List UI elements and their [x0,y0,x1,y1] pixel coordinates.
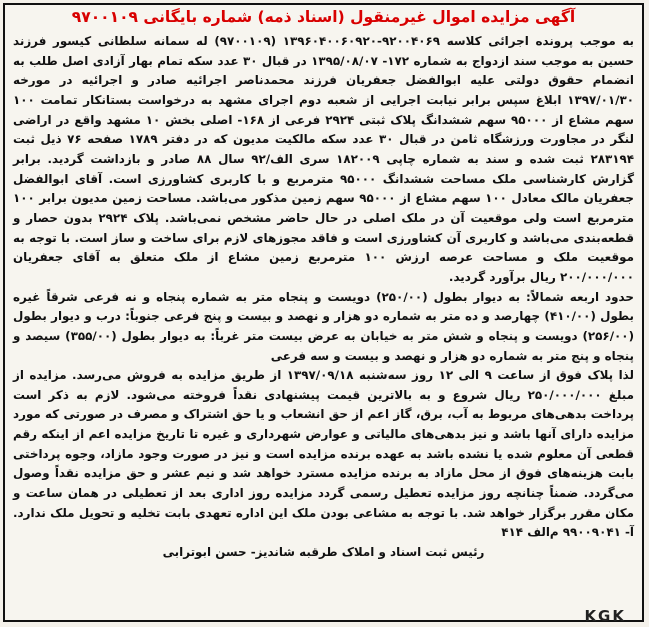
notice-title: آگهی مزایده اموال غیرمنقول (اسناد ذمه) شماره بایگانی ۹۷۰۰۱۰۹ [71,8,576,26]
corner-mark: KGK [584,607,626,625]
notice-paragraph-boundaries: حدود اربعه شمالاً: به دیوار بطول (۲۵۰/۰۰) دویست و پنجاه متر به شماره پنجاه و نه فرعی شرقاً غیره بطول (۴۱۰/۰۰) چهارصد و ده متر به شماره دو هزار و نهصد و بیست و پنج فرعی جنوباً: درب و دیوار بطول (۲۵۶/۰۰) دویست و پنجاه و شش متر به خیابان به عرض بیست متر غرباً: به دیوار بطول (۳۵۵/۰۰) سیصد و پنجاه و پنج متر به شماره دو هزار و نهصد و بیست و سه فرعی [13,289,634,363]
notice-body [13,32,634,614]
notice-signature: رئیس ثبت اسناد و املاک طرقبه شاندیز- حسن ابوترابی [162,545,485,560]
notice-paragraph-auction-terms: لذا پلاک فوق از ساعت ۹ الی ۱۲ روز سه‌شنبه ۱۳۹۷/۰۹/۱۸ از طریق مزایده به فروش می‌رسد. مزایده از مبلغ ۲۵۰/۰۰۰/۰۰۰ ریال شروع و به بالاترین قیمت پیشنهادی نقداً فروخته می‌شود. لازم به ذکر است پرداخت بدهی‌های مربوط به آب، برق، گاز اعم از حق انشعاب و یا حق اشتراک و مصرف در صورتی که مورد مزایده دارای آنها باشد و نیز بدهی‌های مالیاتی و عوارض شهرداری و غیره تا تاریخ مزایده اعم از اینکه رقم قطعی آن معلوم شده یا نشده باشد به عهده برنده مزایده است و نیز در صورت وجود مازاد، وجوه پرداختی بابت هزینه‌های فوق از محل مازاد به برنده مزایده مسترد خواهد شد و نیم عشر و حق مزایده نقداً وصول می‌گردد. ضمناً چنانچه روز مزایده تعطیل رسمی گردد مزایده روز اداری بعد از تعطیلی در همان ساعت و مکان مقرر برگزار خواهد شد. با توجه به مشاعی بودن ملک این اداره تعهدی بابت تخلیه و تحویل ملک ندارد. آ- ۹۹۰۰۹۰۴۱ م‌الف ۴۱۴ [13,368,634,540]
notice-frame [3,3,644,625]
notice-paragraph-case-details: به موجب پرونده اجرائی کلاسه ۹۲۰۰۴۰۶۹-۱۳۹۶۰۴۰۰۶۰۹۲۰ (۹۷۰۰۱۰۹) له سمانه سلطانی کیسور فرزند حسین به موجب سند ازدواج به شماره ۱۷۲- ۱۳۹۵/۰۸/۰۷ در قبال ۳۰ عدد سکه تمام بهار آزادی اصل طلب به انضمام حقوق دولتی علیه ابوالفضل جعفریان فرزند محمدناصر اجرائیه صادر و اجرائیه در مورخه ۱۳۹۷/۰۱/۳۰ ابلاغ سپس برابر نیابت اجرایی از شعبه دوم اجرای مشهد به درخواست بستانکار تمامت ۱۰۰ سهم مشاع از ۹۵۰۰۰ سهم ششدانگ پلاک ثبتی ۲۹۲۴ فرعی از ۱۶۸- اصلی بخش ۱۰ مشهد واقع در اراضی لنگر در مجاورت ورزشگاه ثامن در قبال ۳۰ عدد سکه مالکیت مدیون که در دفتر ۱۷۸۹ صفحه ۷۶ ذیل ثبت ۲۸۳۱۹۴ ثبت شده و سند به شماره چاپی ۱۸۲۰۰۹ سری الف/۹۲ سال ۸۸ صادر و بازداشت گردید. برابر گزارش کارشناسی ملک مساحت ششدانگ ۹۵۰۰۰ مترمربع و با کاربری کشاورزی است. آقای ابوالفضل جعفریان مالک معادل ۱۰۰ سهم مشاع از ۹۵۰۰۰ سهم زمین مذکور می‌باشد. مساحت زمین مدیون برابر ۱۰۰ مترمربع است ولی موقعیت آن در ملک اصلی در حال حاضر مشخص نمی‌باشد. پلاک ۲۹۲۴ بدون حصار و قطعه‌بندی می‌باشد و کاربری آن کشاورزی است و فاقد مجوزهای لازم برای ساخت و ساز است. با توجه به موقعیت ملک و مساحت عرصه ارزش ۱۰۰ مترمربع زمین مشاع از ملک متعلق به آقای جعفریان ۲۰۰/۰۰۰/۰۰۰ ریال برآورد گردید. [13,34,635,284]
